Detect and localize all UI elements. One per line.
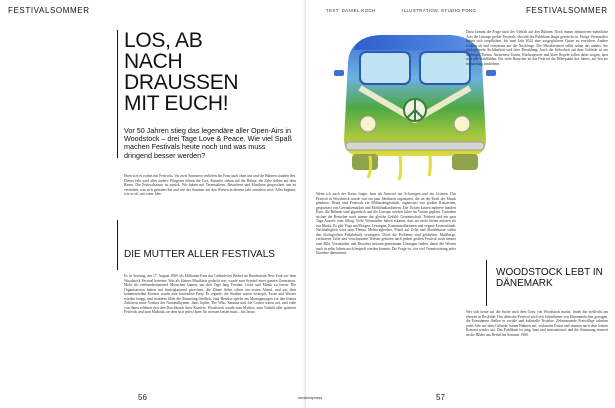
running-head-left: FESTIVALSOMMER [8,6,90,15]
intro-paragraph: Eben war es vorbei mit Festivals. Vor zwei Sommern verliefen die Fans auch ohne uns und die Bühnen standen leer. Dieses Jahr wird alles anders: Pfingsten öffnen die Tore, Künstler stehen auf der Bühne, die Zelte stehen auf dem Rasen. Die Festivalsaison ist zurück. Wir haben mit Veranstaltern, Besuchern und Musikern gesprochen, um zu verstehen, was sich geändert hat und wie der Sommer auf den Wiesen in diesem Jahr aussehen wird. Alles beginnt, wie so oft, mit einer Idee. [124,174,296,197]
headline-rule [117,30,118,158]
body-column-right-2: Dazu kommt die Frage nach der Vielfalt auf den Bühnen. Noch immer dominieren männliche Acts die Lineups großer Festivals, obwohl das Publikum längst gemischt ist. Einige Veranstalter haben sich verpflichtet, bis zum Jahr 2022 eine ausgeglichene Quote zu erreichen. Andere winken ab und verweisen auf die Nachfrage. Die Musikerinnen selbst sehen das anders: Sie fordern mehr Sichtbarkeit und faire Bezahlung. Auch die Sicherheit auf dem Gelände ist ein wichtiges Thema. Awareness-Teams, Rückzugsorte und klare Regeln sollen dafür sorgen, dass sich alle wohlfühlen. Für viele Besucher ist das Festival der Höhepunkt des Jahres, auf den sie monatelang hinfiebern. [466,30,608,66]
author-credit: TEXT: DANIEL KOCH [326,8,376,13]
subhead-rule [117,220,118,270]
page-number-right: 57 [436,393,445,402]
subhead-mutter-aller-festivals: DIE MUTTER ALLER FESTIVALS [124,249,275,260]
subhead-woodstock-daenemark: WOODSTOCK LEBT IN DÄNEMARK [496,267,603,289]
body-column-right-3: Wer sich heute auf die Suche nach dem Geist von Woodstock macht, findet ihn vielleicht am ehesten in Roskilde. Das dänische Festival wird seit Jahrzehnten von Ehrenamtlichen getragen, die Einnahmen fließen in soziale und kulturelle Projekte. Zehntausende Freiwillige arbeiten jedes Jahr auf dem Gelände, bauen Bühnen auf, verkaufen Essen und räumen nach dem letzten Konzert wieder auf. Das Publikum ist jung, bunt und international, und die Stimmung erinnert an die Bilder aus Bethel im Sommer 1969. [466,310,608,337]
headline-line-1: LOS, AB [124,29,203,52]
body-column-right-1: Wenn ich nach der Kasse fragte, kam als Antwort nur Schweigen und ein Grinsen. Das Festival in Woodstock wurde von ein paar Idealisten organisiert, die an die Kraft der Musik glaubten. Heute sind Festivals ein Milliardengeschäft, organisiert von großen Konzernen, gesponsert von Getränkemarken und Mobilfunkanbietern. Die Tickets kosten mehrere hundert Euro, die Bühnen sind gigantisch und die Lineups werden Jahre im Voraus geplant. Trotzdem suchen die Besucher noch immer das gleiche Gefühl: Gemeinschaft, Freiheit und ein paar Tage Auszeit vom Alltag. Viele Veranstalter haben erkannt, dass sie mehr bieten müssen als nur Musik. Es gibt Yoga am Morgen, Lesungen, Kunstinstallationen und vegane Essensstände. Nachhaltigkeit wird zum Thema: Mehrwegbecher, Pfand auf Zelte und Shuttlebusse sollen den ökologischen Fußabdruck verringern. Doch die Probleme sind geblieben. Müllberge, verlassene Zelte und verschmutzte Wiesen gehören nach jedem großen Festival noch immer zum Bild. Veranstalter und Besucher müssen gemeinsam Lösungen finden, damit die Wiesen auch in zehn Jahren noch bespielt werden können. Die Frage ist, wie viel Verantwortung jeder Einzelne übernimmt. [316,192,456,256]
article-deck: Vor 50 Jahren stieg das legendäre aller Open-Airs in Woodstock – drei Tage Love & Peace. Wie viel Spaß machen Festivals heute noch und was muss dringend besser werden? [124,126,292,160]
left-page [0,0,306,408]
body-column-left: Es ist Sonntag, der 17. August 1969, als Millionen Fans das Gelände bei Bethel im Bundesstaat New York vor dem Woodstock Festival betreten. Was als kleines Musikfest gedacht war, wurde zum Symbol einer ganzen Generation. Mehr als vierhunderttausend Menschen kamen, um drei Tage lang Frieden, Liebe und Musik zu feiern. Die Organisatoren hatten mit fünfzigtausend gerechnet, die Zäune fielen schon am ersten Abend, und aus dem kommerziellen Konzert wurde eine kostenlose Party. Es regnete, die Straßen waren verstopft, Essen und Wasser wurden knapp, und trotzdem blieb die Stimmung friedlich. Jimi Hendrix spielte am Montagmorgen vor den letzten Zuhörern seine Version der Nationalhymne. Janis Joplin, The Who, Santana und Joe Cocker traten auf, und viele von ihnen erlebten dort den Durchbruch ihrer Karriere. Woodstock wurde zum Mythos, zum Vorbild aller späteren Festivals und zum Maßstab, an dem sich jedes Open-Air messen lassen muss – bis heute. [124,274,296,315]
right-page [306,0,615,408]
headline-line-3: DRAUSSEN [124,71,239,94]
article-headline [124,30,294,114]
magazine-name: musikexpress [297,395,323,400]
illustration-credit: ILLUSTRATION: STUDIO PONG [402,8,477,13]
headline-line-2: NACH [124,50,183,73]
subhead-rule-right [486,260,487,306]
running-head-right: FESTIVALSOMMER [526,6,608,15]
page-number-left: 56 [138,393,147,402]
headline-line-4: MIT EUCH! [124,92,229,115]
